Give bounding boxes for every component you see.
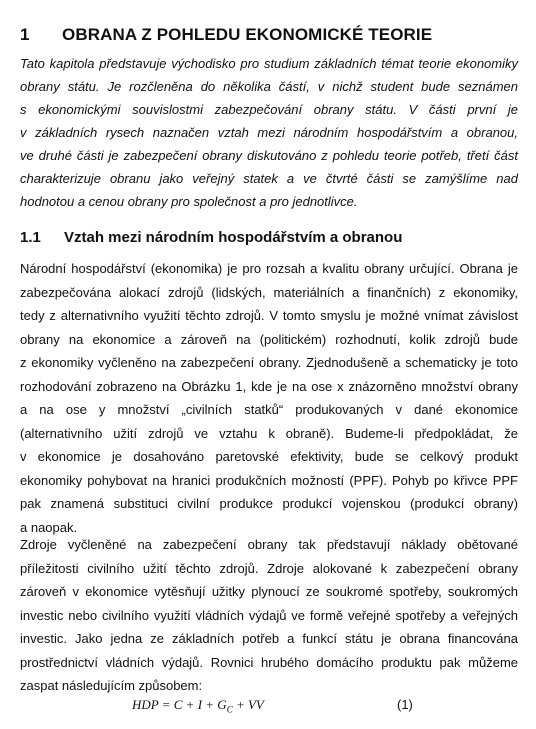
chapter-title: OBRANA Z POHLEDU EKONOMICKÉ TEORIE bbox=[62, 25, 433, 44]
intro-line: hodnotou a cenou obrany pro společnost a pro jednotlivce. bbox=[20, 194, 358, 209]
paragraph-line: pak znamená substituci civilní produkce produkcí vojenskou (produkcí obrany) bbox=[20, 496, 518, 511]
intro-line: s ekonomickými souvislostmi zabezpečování obrany státu. V části první je bbox=[20, 102, 518, 117]
paragraph-line: (alternativního užití zdrojů ve vztahu k obraně). Budeme-li předpokládat, že bbox=[20, 425, 518, 441]
paragraph-line: rozhodování zobrazeno na Obrázku 1, kde je na ose x znázorněno množství obrany bbox=[20, 378, 518, 394]
intro-line: v základních rysech naznačen vztah mezi národním hospodářstvím a obranou, bbox=[20, 125, 518, 140]
chapter-heading bbox=[20, 25, 432, 45]
section-title: Vztah mezi národním hospodářstvím a obranou bbox=[64, 229, 403, 246]
equation-tail: + VV bbox=[232, 697, 264, 712]
intro-line: charakterizuje obranu jako veřejný statek a ve čtvrté části se zamýšlíme nad bbox=[20, 171, 518, 186]
paragraph-line: tedy z alternativního využití těchto zdrojů. V tomto smyslu je možné vnímat závislost bbox=[20, 308, 518, 323]
paragraph-line: zaspat následujícím způsobem: bbox=[20, 678, 203, 693]
chapter-intro bbox=[20, 52, 518, 213]
paragraph-line: investic. Jako jedna ze základních potřeb a funkcí státu je obrana financována bbox=[20, 631, 518, 646]
paragraph-line: obrany na ekonomice a zároveň na (politickém) rozhodnutí, kolik zdrojů bude bbox=[20, 331, 518, 347]
paragraph-line: zároveň v ekonomice vytěsňují užitky plynoucí ze soukromé spotřeby, soukromých bbox=[20, 584, 518, 599]
paragraph-line: z ekonomiky vyčleněno na zabezpečení obrany. Zjednodušeně a schematicky je toto bbox=[20, 355, 518, 370]
intro-line: Tato kapitola představuje východisko pro studium základních témat teorie ekonomiky bbox=[20, 56, 518, 71]
paragraph-line: zabezpečována alokací zdrojů (lidských, materiálních a finančních) z ekonomiky, bbox=[20, 284, 518, 300]
paragraph-line: v ekonomice je dosahováno paretovské efektivity, bude se celkový produkt bbox=[20, 449, 518, 464]
equation-subscript: C bbox=[226, 704, 233, 715]
equation-number: (1) bbox=[397, 697, 413, 712]
intro-line: obrany státu. Je rozčleněna do několika částí, v nichž student bude seznámen bbox=[20, 79, 518, 94]
paragraph-line: ekonomiky pohybovat na hranici produkčních možností (PPF). Pohyb po křivce PPF bbox=[20, 472, 518, 488]
paragraph-line: a na ose y množství „civilních statků“ produkovaných v dané ekonomice bbox=[20, 402, 518, 417]
section-heading bbox=[20, 229, 402, 246]
gdp-equation bbox=[132, 697, 264, 715]
paragraph-line: Národní hospodářství (ekonomika) je pro rozsah a kvalitu obrany určující. Obrana je bbox=[20, 261, 518, 276]
paragraph-line: a naopak. bbox=[20, 519, 78, 535]
paragraph-line: příležitosti civilního užití těchto zdrojů. Zdroje alokované k zabezpečení obrany bbox=[20, 560, 518, 576]
chapter-number: 1 bbox=[20, 25, 30, 44]
paragraph-2 bbox=[20, 533, 518, 698]
paragraph-line: prostřednictví vládních výdajů. Rovnici hrubého domácího produktu pak můžeme bbox=[20, 654, 518, 670]
section-number: 1.1 bbox=[20, 229, 41, 246]
paragraph-line: Zdroje vyčleněné na zabezpečení obrany tak představují náklady obětované bbox=[20, 537, 518, 552]
paragraph-line: investic nebo civilního využití vládních výdajů ve formě veřejné spotřeby a veřejných bbox=[20, 607, 518, 623]
equation-main: HDP = C + I + G bbox=[132, 697, 227, 712]
paragraph-1 bbox=[20, 257, 518, 539]
intro-line: ve druhé části je zabezpečení obrany diskutováno z pohledu teorie potřeb, třetí část bbox=[20, 148, 518, 163]
